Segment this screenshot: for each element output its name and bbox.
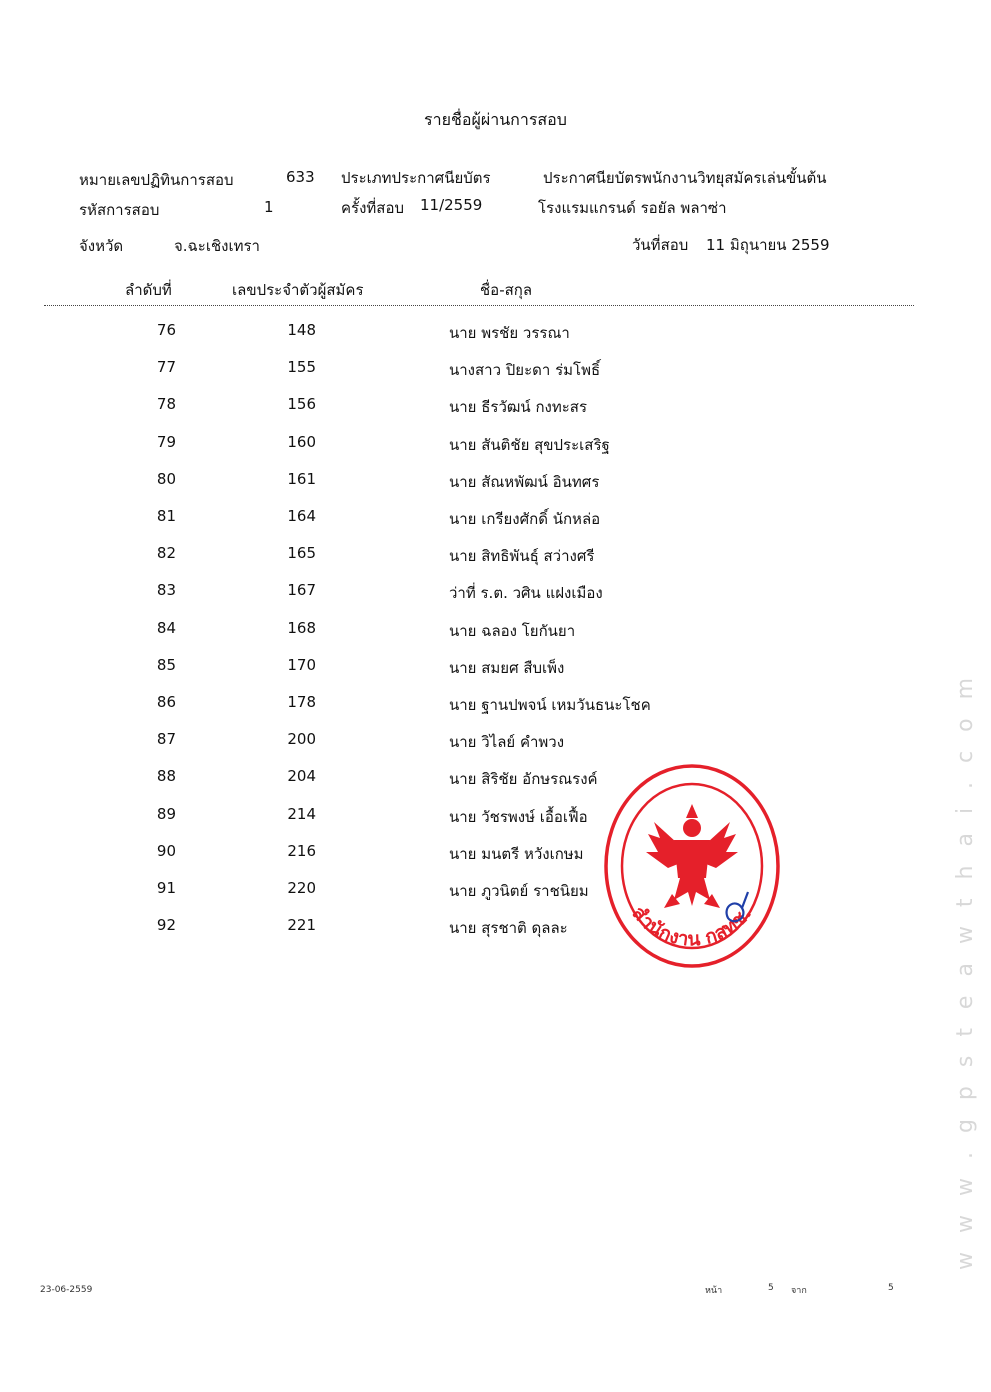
row-name: นาย สันติชัย สุขประเสริฐ (449, 435, 610, 454)
row-name: นาย สัณหพัฒน์ อินทศร (449, 472, 600, 491)
garuda-emblem (646, 804, 738, 908)
row-order: 91 (156, 879, 176, 897)
row-applicant-id: 178 (287, 693, 316, 711)
row-order: 86 (156, 693, 176, 711)
table-row (0, 581, 991, 611)
row-order: 84 (156, 618, 176, 637)
exam-code-label: รหัสการสอบ (79, 201, 160, 219)
row-order: 79 (156, 432, 176, 451)
table-row (0, 842, 991, 872)
row-name: นาย พรชัย วรรณา (449, 324, 570, 342)
stamp-text: สำนักงาน กสทช. (627, 902, 757, 951)
exam-venue: โรงแรมแกรนด์ รอยัล พลาซ่า (538, 199, 727, 217)
cert-type-label: ประเภทประกาศนียบัตร (341, 169, 491, 187)
official-seal-stamp (602, 760, 782, 972)
row-applicant-id: 165 (287, 544, 316, 563)
table-row (0, 879, 991, 909)
exam-date-label: วันที่สอบ (632, 236, 689, 254)
row-order: 80 (156, 469, 176, 488)
table-row (0, 507, 991, 537)
row-applicant-id: 161 (287, 469, 316, 488)
row-applicant-id: 148 (287, 321, 316, 339)
row-applicant-id: 170 (287, 655, 316, 674)
row-order: 82 (156, 544, 176, 563)
row-applicant-id: 160 (287, 432, 316, 451)
row-order: 87 (156, 730, 176, 749)
row-order: 89 (156, 804, 176, 823)
row-applicant-id: 214 (287, 804, 316, 823)
row-name: นาย มนตรี หวังเกษม (449, 844, 584, 863)
row-applicant-id: 221 (287, 916, 316, 935)
row-applicant-id: 155 (287, 358, 316, 377)
row-applicant-id: 216 (287, 841, 316, 860)
row-name: นางสาว ปิยะดา ร่มโพธิ์ (449, 361, 601, 380)
table-row (0, 544, 991, 574)
permit-label: หมายเลขปฏิทินการสอบ (79, 171, 234, 189)
row-order: 85 (156, 655, 176, 674)
row-name: นาย ธีรวัฒน์ กงทะสร (449, 398, 588, 417)
row-name: นาย สุรชาติ ดุลละ (449, 919, 568, 938)
cert-type-value: ประกาศนียบัตรพนักงานวิทยุสมัครเล่นขั้นต้น (543, 169, 827, 187)
column-header-order: ลำดับที่ (125, 281, 172, 299)
table-row (0, 619, 991, 649)
column-header-name: ชื่อ-สกุล (480, 281, 533, 299)
row-order: 92 (156, 916, 176, 935)
row-order: 78 (156, 395, 176, 414)
row-order: 88 (156, 767, 176, 786)
exam-date-value: 11 มิถุนายน 2559 (706, 236, 830, 254)
row-applicant-id: 168 (287, 618, 316, 637)
row-order: 81 (156, 507, 176, 525)
table-row (0, 358, 991, 388)
row-order: 83 (156, 581, 176, 600)
table-row (0, 805, 991, 835)
row-name: นาย สิทธิพันธุ์ สว่างศรี (449, 547, 595, 566)
row-applicant-id: 200 (287, 730, 316, 749)
watermark-text: w w w . g p s t e a w t h a i . c o m (953, 671, 978, 1270)
row-applicant-id: 164 (287, 507, 316, 525)
row-order: 90 (156, 841, 176, 860)
exam-code-value: 1 (264, 198, 274, 216)
row-order: 77 (156, 358, 176, 377)
row-name: นาย สิริชัย อักษรณรงค์ (449, 770, 598, 789)
of-label: จาก (791, 1286, 807, 1296)
row-applicant-id: 156 (287, 395, 316, 414)
table-row (0, 916, 991, 946)
row-name: นาย สมยศ สืบเพ็ง (449, 658, 565, 677)
table-row (0, 321, 991, 351)
table-row (0, 433, 991, 463)
row-applicant-id: 204 (287, 767, 316, 786)
row-name: นาย วิไลย์ คำพวง (449, 733, 565, 752)
table-row (0, 693, 991, 723)
row-applicant-id: 167 (287, 581, 316, 600)
table-row (0, 470, 991, 500)
table-row (0, 656, 991, 686)
province-label: จังหวัด (79, 237, 124, 255)
header-divider (44, 305, 914, 306)
page-title: รายชื่อผู้ผ่านการสอบ (424, 110, 567, 129)
row-name: นาย ฉลอง โยกันยา (449, 621, 576, 640)
row-order: 76 (156, 321, 176, 339)
watermark (948, 150, 984, 1270)
permit-value: 633 (286, 168, 315, 186)
column-header-applicant-id: เลขประจำตัวผู้สมัคร (232, 281, 364, 299)
exam-round-value: 11/2559 (420, 196, 483, 214)
table-row (0, 395, 991, 425)
row-applicant-id: 220 (287, 879, 316, 897)
table-row (0, 730, 991, 760)
total-pages: 5 (888, 1283, 894, 1293)
print-date: 23-06-2559 (40, 1285, 93, 1295)
row-name: นาย ภูวนิตย์ ราชนิยม (449, 882, 589, 900)
row-name: นาย ฐานปพจน์ เหมวันธนะโชค (449, 696, 651, 714)
row-name: ว่าที่ ร.ต. วศิน แฝงเมือง (449, 584, 603, 603)
page-label: หน้า (705, 1286, 723, 1296)
page-number: 5 (768, 1283, 774, 1293)
exam-round-label: ครั้งที่สอบ (341, 199, 404, 217)
table-row (0, 767, 991, 797)
svg-text:สำนักงาน กสทช. (628, 902, 757, 950)
row-name: นาย เกรียงศักดิ์ นักหล่อ (449, 510, 601, 528)
row-name: นาย วัชรพงษ์ เอื้อเฟื้อ (449, 807, 588, 826)
province-value: จ.ฉะเชิงเทรา (174, 237, 260, 255)
